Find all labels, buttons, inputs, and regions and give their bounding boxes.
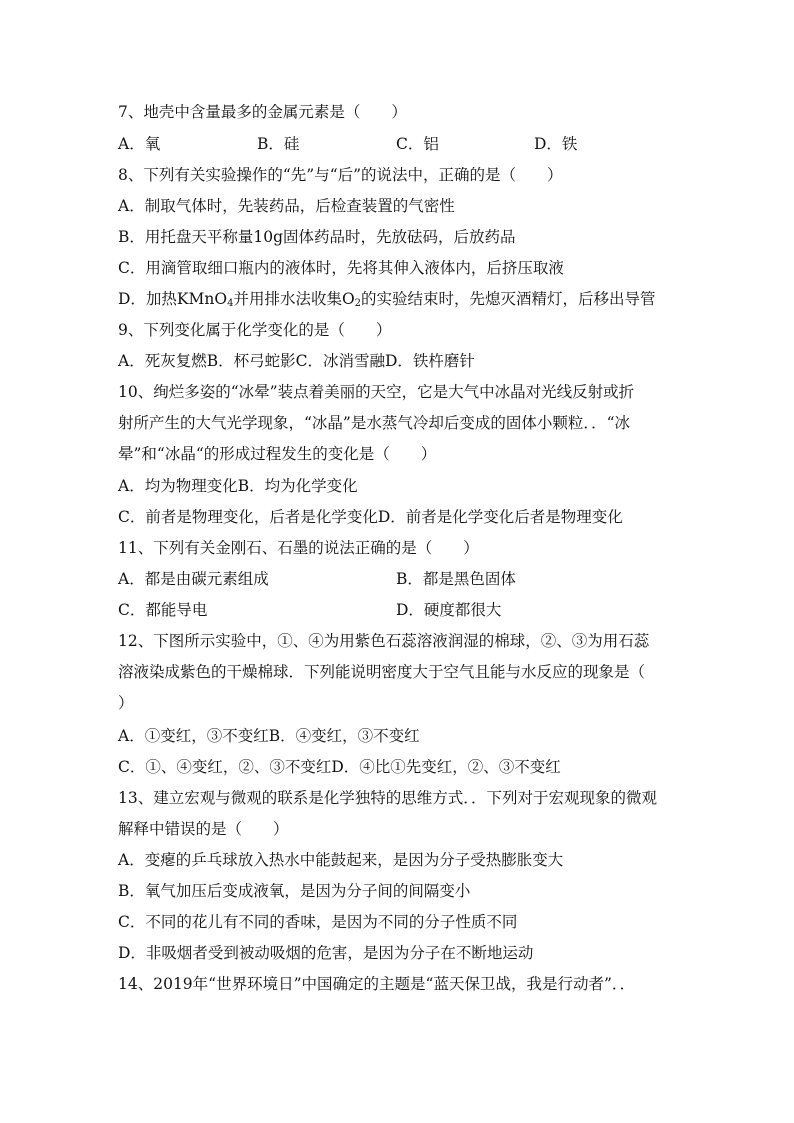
question-10-options-cd: C．前者是物理变化，后者是化学变化D．前者是化学变化后者是物理变化 bbox=[118, 508, 623, 526]
question-7-option-d: D．铁 bbox=[534, 135, 578, 153]
question-11-option-a: A．都是由碳元素组成 bbox=[118, 570, 269, 588]
question-10-line-2: 射所产生的大气光学现象，“冰晶”是水蒸气冷却后变成的固体小颗粒．．“冰 bbox=[118, 414, 631, 432]
question-7-option-b: B．硅 bbox=[257, 135, 300, 153]
question-8-option-c: C．用滴管取细口瓶内的液体时，先将其伸入液体内，后挤压取液 bbox=[118, 259, 564, 277]
question-7-option-c: C．铝 bbox=[396, 135, 439, 153]
question-13-option-c: C．不同的花儿有不同的香味，是因为不同的分子性质不同 bbox=[118, 913, 518, 931]
question-12-line-2: 溶液染成紫色的干燥棉球．下列能说明密度大于空气且能与水反应的现象是（ bbox=[118, 663, 646, 681]
question-9-stem: 9、下列变化属于化学变化的是（ ） bbox=[118, 321, 392, 339]
question-13-option-b: B．氧气加压后变成液氧，是因为分子间的间隔变小 bbox=[118, 882, 471, 900]
question-8-option-b: B．用托盘天平称量10g固体药品时，先放砝码，后放药品 bbox=[118, 228, 516, 246]
question-12-line-3: ） bbox=[118, 694, 134, 712]
question-13-line-1: 13、建立宏观与微观的联系是化学独特的思维方式．．下列对于宏观现象的微观 bbox=[118, 789, 657, 807]
q8-d-text-2: 并用排水法收集O bbox=[233, 290, 355, 308]
question-10-options-ab: A．均为物理变化B．均为化学变化 bbox=[118, 477, 358, 495]
q8-d-sub-2: 2 bbox=[354, 298, 362, 309]
q8-d-text-3: 的实验结束时，先熄灭酒精灯，后移出导管 bbox=[361, 290, 656, 308]
question-7-stem: 7、地壳中含量最多的金属元素是（ ） bbox=[118, 103, 407, 121]
question-11-stem: 11、下列有关金刚石、石墨的说法正确的是（ ） bbox=[118, 539, 479, 557]
question-8-option-a: A．制取气体时，先装药品，后检查装置的气密性 bbox=[118, 197, 455, 215]
question-10-line-3: 晕”和“冰晶“的形成过程发生的变化是（ ） bbox=[118, 445, 437, 463]
question-13-option-d: D．非吸烟者受到被动吸烟的危害，是因为分子在不断地运动 bbox=[118, 944, 534, 962]
question-12-line-1: 12、下图所示实验中，①、④为用紫色石蕊溶液润湿的棉球，②、③为用石蕊 bbox=[118, 632, 650, 650]
question-11-option-b: B．都是黑色固体 bbox=[396, 570, 516, 588]
question-8-stem: 8、下列有关实验操作的“先”与“后”的说法中，正确的是（ ） bbox=[118, 166, 563, 184]
question-13-option-a: A．变瘪的乒乓球放入热水中能鼓起来，是因为分子受热膨胀变大 bbox=[118, 851, 564, 869]
question-12-options-cd: C．①、④变红，②、③不变红D．④比①先变红，②、③不变红 bbox=[118, 758, 561, 776]
question-8-option-d bbox=[118, 289, 656, 314]
question-7-option-a: A．氧 bbox=[118, 135, 161, 153]
question-13-line-2: 解释中错误的是（ ） bbox=[118, 820, 289, 838]
q8-d-sub-1: 4 bbox=[227, 298, 234, 309]
q8-d-text-1: D．加热KMnO bbox=[118, 290, 228, 308]
question-11-option-d: D．硬度都很大 bbox=[396, 601, 502, 619]
question-9-options: A．死灰复燃B．杯弓蛇影C．冰消雪融D．铁杵磨针 bbox=[118, 352, 475, 370]
question-11-option-c: C．都能导电 bbox=[118, 601, 208, 619]
question-10-line-1: 10、绚烂多姿的“冰晕”装点着美丽的天空，它是大气中冰晶对光线反射或折 bbox=[118, 383, 635, 401]
question-14-line-1: 14、2019年“世界环境日”中国确定的主题是“蓝天保卫战，我是行动者”．． bbox=[118, 975, 636, 993]
question-12-options-ab: A．①变红，③不变红B．④变红，③不变红 bbox=[118, 727, 420, 745]
